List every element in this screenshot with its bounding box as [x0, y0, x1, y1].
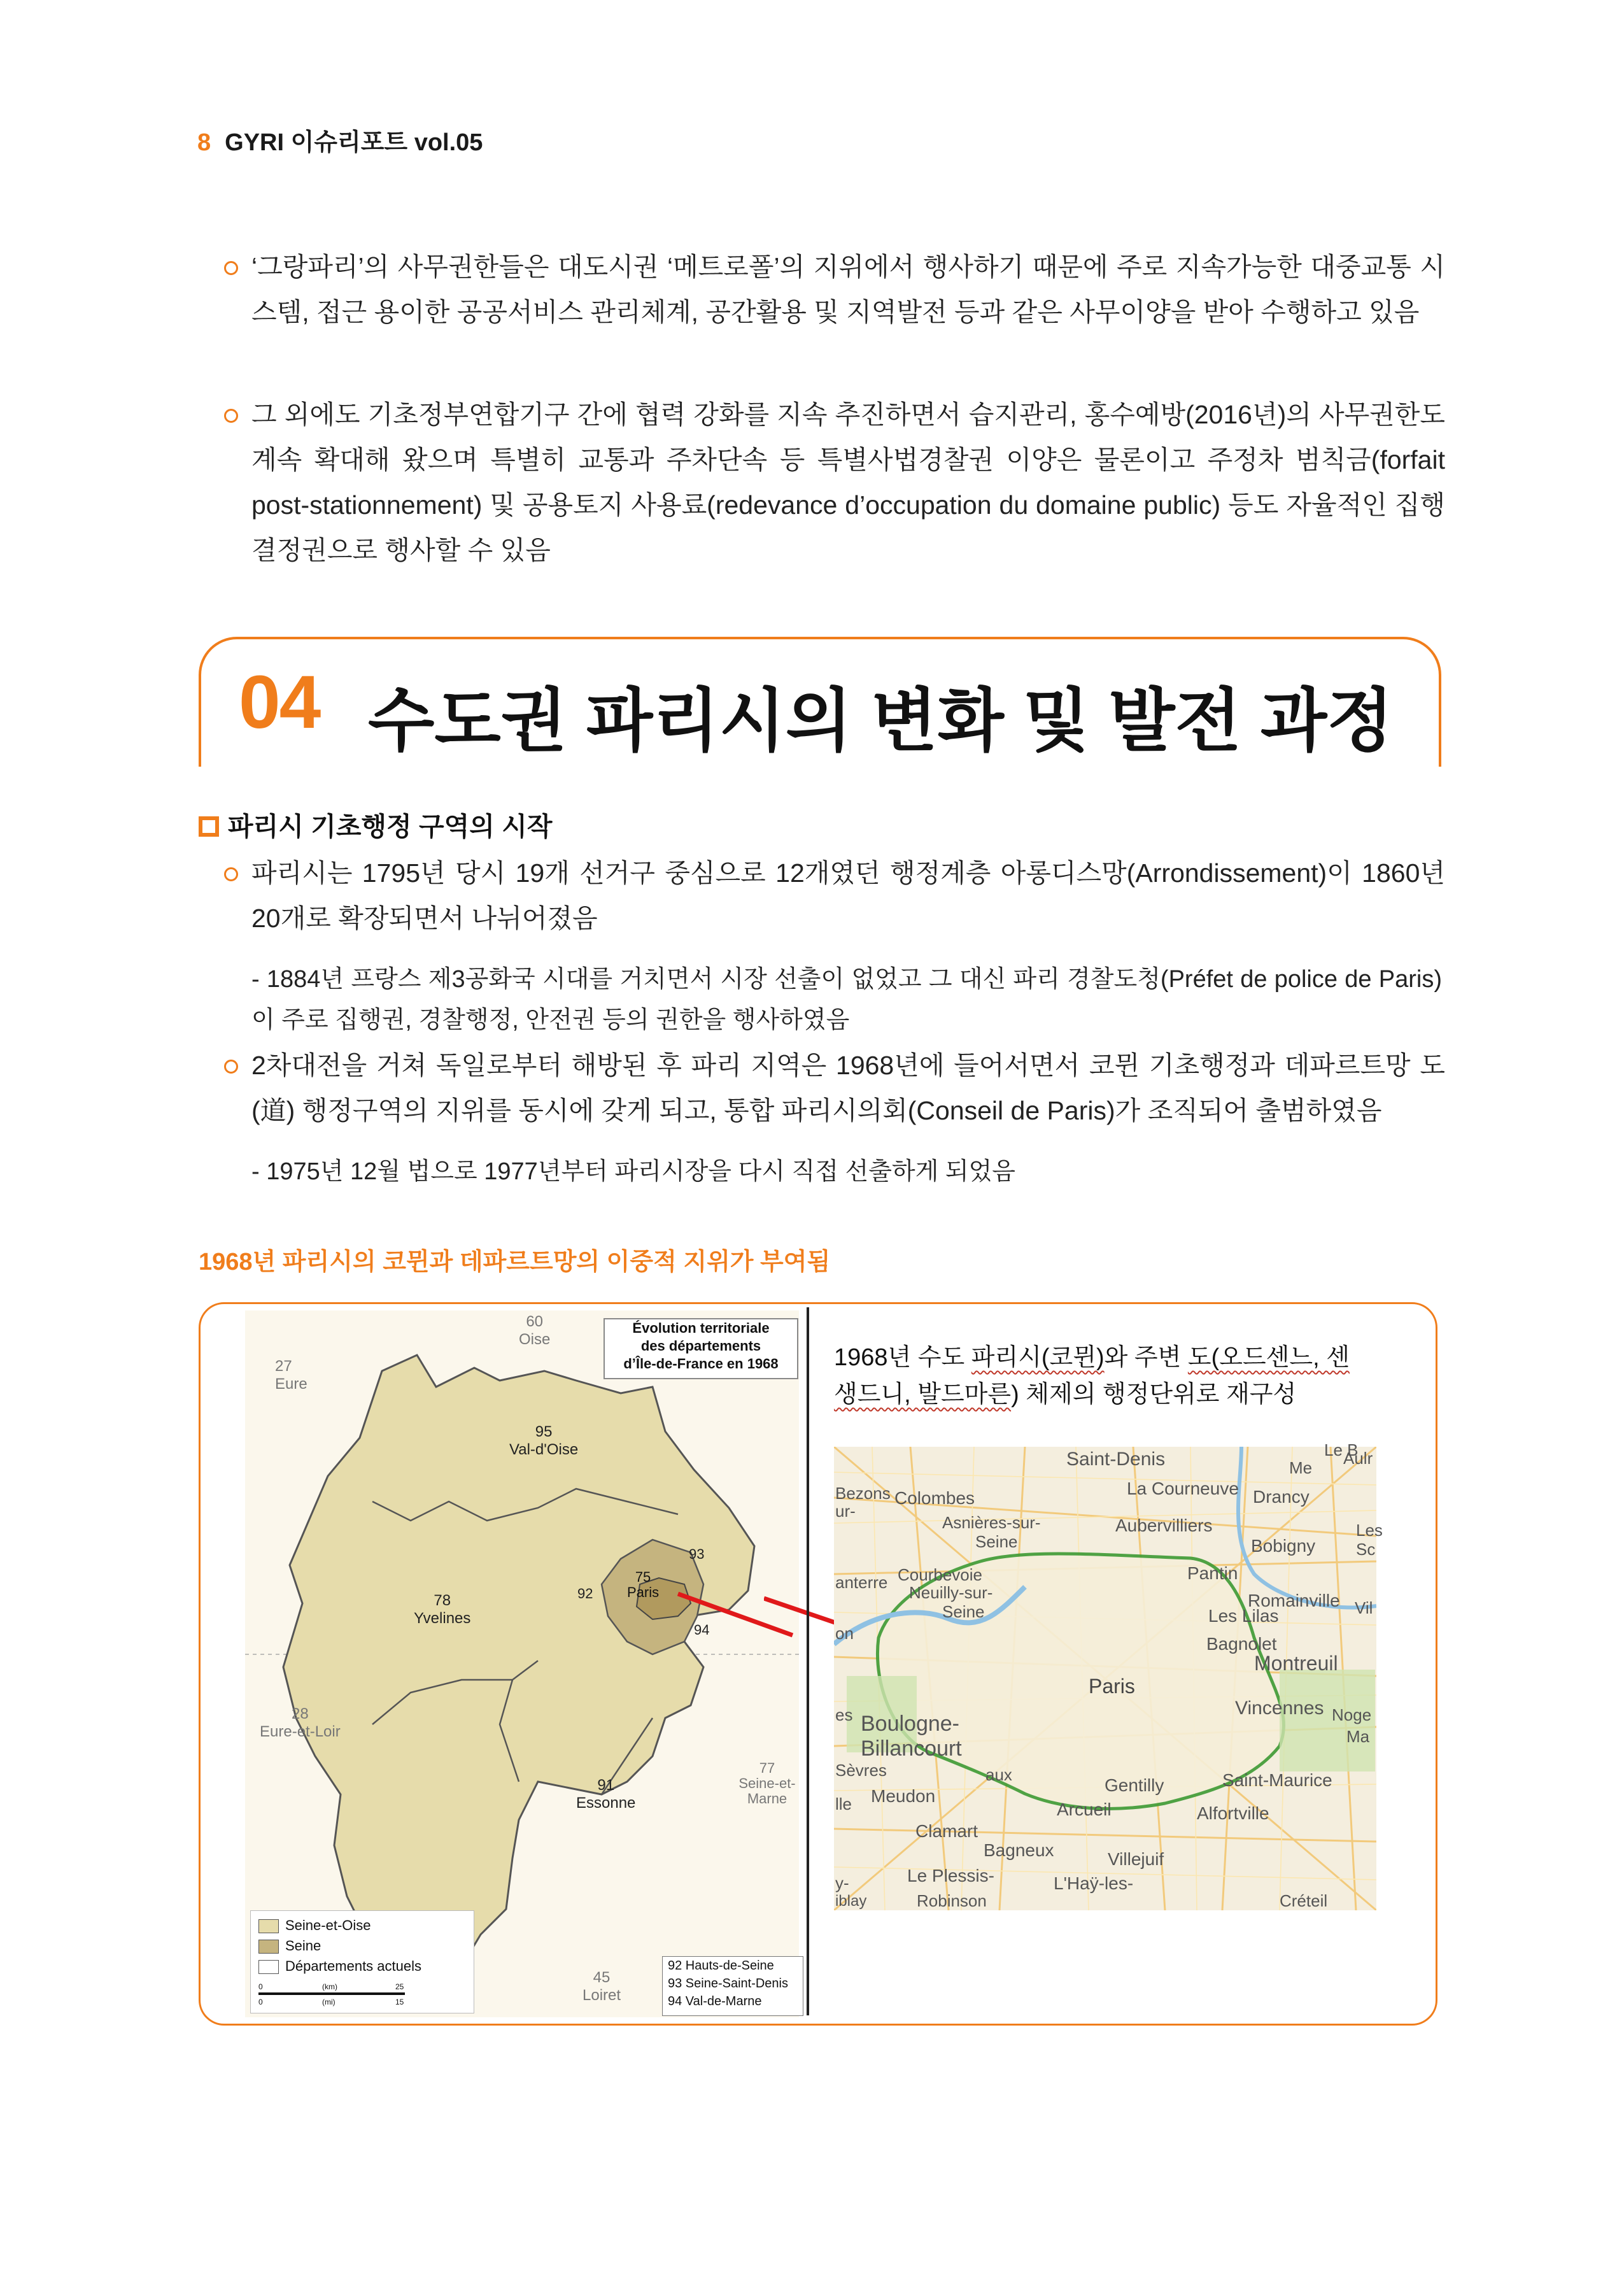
street-label-bagnolet: Bagnolet [1206, 1634, 1277, 1654]
legend-item-departements: Départements actuels [258, 1958, 421, 1975]
legend-item-seine: Seine [258, 1938, 321, 1954]
street-label-aubervilliers: Aubervilliers [1115, 1516, 1213, 1535]
street-label-aulr: Aulr [1343, 1449, 1373, 1468]
dept-label-91: 91 Essonne [576, 1777, 636, 1812]
street-label-clamart: Clamart [915, 1821, 978, 1841]
street-label-ur: ur- [835, 1502, 856, 1521]
street-label-montreuil: Montreuil [1254, 1652, 1338, 1675]
square-bullet-icon [199, 816, 219, 837]
street-label-drancy: Drancy [1253, 1487, 1310, 1507]
street-label-seine-2: Seine [942, 1602, 985, 1621]
street-label-creteil: Créteil [1280, 1891, 1328, 1910]
dept-label-78: 78 Yvelines [414, 1592, 471, 1627]
street-label-vil: Vil [1355, 1598, 1373, 1617]
dept-label-93: 93 [689, 1546, 705, 1562]
street-label-neuilly: Neuilly-sur- [909, 1583, 993, 1602]
street-label-boulogne: Boulogne- [861, 1712, 960, 1736]
dept-label-94: 94 [694, 1622, 710, 1638]
street-label-le-b: Le B [1324, 1440, 1359, 1459]
street-label-gentilly: Gentilly [1105, 1775, 1164, 1795]
street-label-les: Les [1356, 1521, 1383, 1540]
figure-divider [807, 1307, 809, 2015]
street-label-paris: Paris [1089, 1675, 1135, 1698]
figure-caption: 1968년 파리시의 코뮌과 데파르트망의 이중적 지위가 부여됨 [199, 1249, 831, 1275]
intro-bullet-1: ‘그랑파리’의 사무권한들은 대도시권 ‘메트로폴’의 지위에서 행사하기 때문에 주로 지속가능한 대중교통 시스템, 접근 용이한 공공서비스 관리체계, 공간활용 및 지역발전 등과 같은 사무이양을 받아 수행하고 있음 [251, 252, 1445, 327]
map-title-box: Évolution territoriale des départements d’Île-de-France en 1968 [604, 1318, 798, 1379]
dept-label-28: 28 Eure-et-Loir [260, 1705, 341, 1740]
street-label-on: on [835, 1624, 854, 1643]
street-label-colombes: Colombes [894, 1488, 975, 1508]
street-label-arcueil: Arcueil [1057, 1800, 1112, 1819]
street-label-ma: Ma [1346, 1727, 1370, 1746]
street-label-courbevoie: Courbevoie [898, 1565, 982, 1584]
dept-label-75: 75 Paris [627, 1569, 660, 1600]
map-legend: Seine-et-Oise Seine Départements actuels 0 (km) 25 0 (mi) 15 [250, 1910, 474, 2013]
bullet-circle-icon [224, 1060, 238, 1074]
street-label-les-lilas: Les Lilas [1208, 1606, 1279, 1626]
street-label-meudon: Meudon [871, 1786, 936, 1806]
street-label-saint-maurice: Saint-Maurice [1222, 1770, 1332, 1790]
bullet-circle-icon [224, 867, 238, 881]
street-label-sevres: Sèvres [835, 1761, 887, 1780]
dept-label-60: 60 Oise [519, 1313, 551, 1348]
street-label-bobigny: Bobigny [1251, 1536, 1316, 1556]
section-title: 수도권 파리시의 변화 및 발전 과정 [368, 682, 1394, 759]
street-label-le-plessis: Le Plessis- [907, 1866, 994, 1885]
section-number: 04 [239, 660, 320, 744]
street-label-saint-denis: Saint-Denis [1066, 1449, 1166, 1470]
street-label-anterre: anterre [835, 1573, 888, 1592]
street-label-vincennes: Vincennes [1235, 1698, 1324, 1719]
page-number: 8 [197, 129, 211, 156]
street-label-villejuif: Villejuif [1108, 1849, 1164, 1869]
bullet-circle-icon [224, 261, 238, 275]
street-label-seine-1: Seine [975, 1532, 1018, 1551]
dept-label-92: 92 [577, 1586, 593, 1601]
department-notes: 92 Hauts-de-Seine 93 Seine-Saint-Denis 94 Val-de-Marne [662, 1956, 803, 2016]
dept-label-95: 95 Val-d'Oise [509, 1423, 579, 1458]
street-label-sc: Sc [1356, 1540, 1376, 1559]
body-dash-2: - 1975년 12월 법으로 1977년부터 파리시장을 다시 직접 선출하게 되었음 [251, 1158, 1016, 1185]
street-label-la-courneuve: La Courneuve [1127, 1479, 1239, 1498]
street-label-lhay: L'Haÿ-les- [1054, 1873, 1134, 1893]
dept-label-77: 77 Seine-et-Marne [738, 1760, 796, 1807]
dept-label-45: 45 Loiret [583, 1969, 621, 2004]
street-label-alfortville: Alfortville [1197, 1803, 1269, 1823]
street-label-me: Me [1289, 1458, 1313, 1477]
figure-description: 1968년 수도 파리시(코뮌)와 주변 도(오드센느, 센 생드니, 발드마른) 체제의 행정단위로 재구성 [834, 1344, 1350, 1408]
body-bullet-1: 파리시는 1795년 당시 19개 선거구 중심으로 12개였던 행정계층 아롱디스망(Arrondissement)이 1860년 20개로 확장되면서 나뉘어졌음 [251, 858, 1445, 933]
street-label-iblay: iblay [835, 1892, 867, 1910]
street-label-aux: aux [985, 1765, 1012, 1784]
page-header [197, 122, 483, 157]
body-bullet-2: 2차대전을 거쳐 독일로부터 해방된 후 파리 지역은 1968년에 들어서면서 코뮌 기초행정과 데파르트망 도(道) 행정구역의 지위를 동시에 갖게 되고, 통합 파리시의회(Conseil de Paris)가 조직되어 출범하였음 [251, 1051, 1445, 1125]
street-label-bagneux: Bagneux [984, 1840, 1054, 1860]
street-label-lle: lle [835, 1794, 852, 1814]
street-label-y: y- [835, 1873, 849, 1892]
street-label-bezons: Bezons [835, 1484, 891, 1503]
bullet-circle-icon [224, 409, 238, 423]
street-label-romainville: Romainville [1248, 1591, 1340, 1610]
intro-bullet-2: 그 외에도 기초정부연합기구 간에 협력 강화를 지속 추진하면서 습지관리, 홍수예방(2016년)의 사무권한도 계속 확대해 왔으며 특별히 교통과 주차단속 등 특별사법경찰권 이양은 물론이고 주정차 범칙금(forfait post-stationnement) 및 공용토지 사용료(redevance d’occupation du domaine public) 등도 자율적인 집행결정권으로 행사할 수 있음 [251, 400, 1445, 565]
street-label-es: es [835, 1705, 853, 1724]
legend-item-seine-et-oise: Seine-et-Oise [258, 1917, 371, 1934]
subsection-title: 파리시 기초행정 구역의 시작 [228, 812, 553, 841]
street-label-asnieres: Asnières-sur- [942, 1513, 1041, 1532]
body-dash-1: - 1884년 프랑스 제3공화국 시대를 거치면서 시장 선출이 없었고 그 대신 파리 경찰도청(Préfet de police de Paris)이 주로 집행권, 경찰행정, 안전권 등의 권한을 행사하였음 [251, 966, 1442, 1033]
street-label-pantin: Pantin [1187, 1563, 1238, 1583]
street-label-robinson: Robinson [917, 1891, 987, 1910]
street-label-billancourt: Billancourt [861, 1736, 962, 1761]
report-title: GYRI 이슈리포트 vol.05 [225, 129, 483, 156]
dept-label-27: 27 Eure [275, 1358, 307, 1393]
street-label-noge: Noge [1332, 1705, 1372, 1724]
